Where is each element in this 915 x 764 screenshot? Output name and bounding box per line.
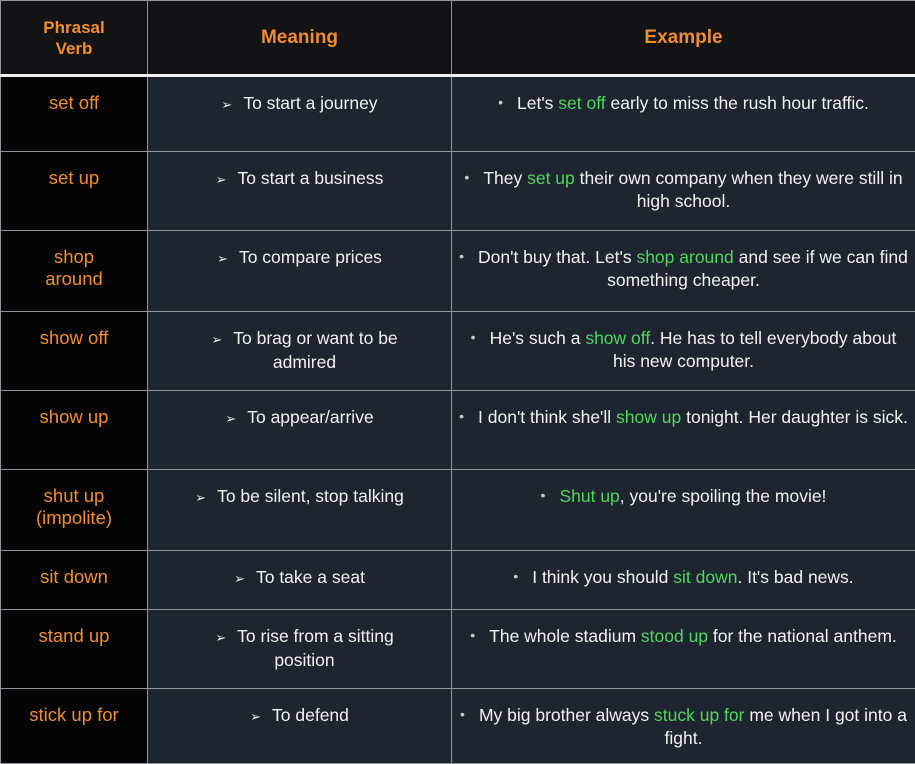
example-cell [452, 312, 915, 391]
example-cell [452, 551, 915, 610]
example-highlight: Shut up [559, 486, 619, 506]
example-cell [452, 231, 915, 312]
bullet-icon: • [460, 706, 465, 722]
header-phrasal-verb-label: Phrasal Verb [34, 17, 114, 59]
verb-cell: set off [1, 76, 148, 152]
bullet-icon: • [541, 487, 546, 503]
arrowhead-icon: ➢ [216, 172, 227, 187]
bullet-icon: • [471, 329, 476, 345]
example-cell [452, 152, 915, 231]
example-highlight: stood up [641, 626, 708, 646]
table-row [1, 391, 915, 470]
bullet-icon: • [498, 94, 503, 110]
example-text-post: . He has to tell everybody about his new computer. [613, 328, 896, 371]
table-row [1, 610, 915, 689]
table-row [1, 312, 915, 391]
example-text-post: for the national anthem. [708, 626, 897, 646]
example-highlight: set up [527, 168, 575, 188]
arrowhead-icon: ➢ [234, 571, 245, 586]
example-text-pre: Let's [517, 93, 558, 113]
header-example: Example [452, 1, 915, 76]
meaning-text: To rise from a sitting position [237, 626, 394, 670]
meaning-text: To be silent, stop talking [217, 486, 404, 506]
meaning-text: To appear/arrive [247, 407, 373, 427]
example-cell [452, 470, 915, 551]
example-highlight: set off [558, 93, 605, 113]
verb-cell: shut up (impolite) [1, 470, 148, 551]
example-text-post: . It's bad news. [737, 567, 853, 587]
example-text-post: tonight. Her daughter is sick. [681, 407, 908, 427]
meaning-cell [148, 391, 452, 470]
example-highlight: show up [616, 407, 681, 427]
example-text-pre: I think you should [532, 567, 673, 587]
verb-cell: sit down [1, 551, 148, 610]
meaning-text: To compare prices [239, 247, 382, 267]
table-row [1, 551, 915, 610]
meaning-cell [148, 76, 452, 152]
table-row [1, 231, 915, 312]
bullet-icon: • [513, 568, 518, 584]
example-text-post: me when I got into a fight. [665, 705, 907, 748]
example-text-post: , you're spoiling the movie! [620, 486, 827, 506]
meaning-text: To start a journey [243, 93, 377, 113]
meaning-cell [148, 231, 452, 312]
verb-cell: set up [1, 152, 148, 231]
bullet-icon: • [464, 169, 469, 185]
header-row [1, 1, 915, 76]
verb-cell: show up [1, 391, 148, 470]
example-text-pre: I don't think she'll [478, 407, 616, 427]
example-text-pre: He's such a [490, 328, 586, 348]
bullet-icon: • [470, 627, 475, 643]
table-row [1, 689, 915, 764]
arrowhead-icon: ➢ [250, 709, 261, 724]
bullet-icon: • [459, 248, 464, 264]
meaning-cell [148, 312, 452, 391]
example-cell [452, 689, 915, 764]
example-cell [452, 391, 915, 470]
meaning-text: To start a business [238, 168, 384, 188]
bullet-icon: • [459, 408, 464, 424]
verb-cell: shop around [1, 231, 148, 312]
example-cell [452, 76, 915, 152]
verb-cell: stand up [1, 610, 148, 689]
example-text-post: early to miss the rush hour traffic. [606, 93, 869, 113]
example-highlight: sit down [673, 567, 737, 587]
meaning-cell [148, 689, 452, 764]
arrowhead-icon: ➢ [217, 251, 228, 266]
meaning-text: To defend [272, 705, 349, 725]
verb-cell: stick up for [1, 689, 148, 764]
example-highlight: stuck up for [654, 705, 744, 725]
arrowhead-icon: ➢ [211, 332, 222, 347]
table-row [1, 152, 915, 231]
arrowhead-icon: ➢ [221, 97, 232, 112]
table-row [1, 470, 915, 551]
example-highlight: shop around [636, 247, 733, 267]
arrowhead-icon: ➢ [195, 490, 206, 505]
meaning-text: To take a seat [256, 567, 365, 587]
example-text-pre: My big brother always [479, 705, 654, 725]
meaning-cell [148, 610, 452, 689]
header-meaning: Meaning [148, 1, 452, 76]
meaning-cell [148, 152, 452, 231]
table-row [1, 76, 915, 152]
example-text-pre: Don't buy that. Let's [478, 247, 636, 267]
verb-cell: show off [1, 312, 148, 391]
arrowhead-icon: ➢ [215, 630, 226, 645]
meaning-cell [148, 551, 452, 610]
arrowhead-icon: ➢ [225, 411, 236, 426]
header-phrasal-verb [1, 1, 148, 76]
meaning-cell [148, 470, 452, 551]
example-text-pre: They [483, 168, 527, 188]
meaning-text: To brag or want to be admired [233, 328, 397, 372]
example-text-pre: The whole stadium [489, 626, 641, 646]
example-text-post: and see if we can find something cheaper. [607, 247, 908, 290]
example-text-post: their own company when they were still in high school. [575, 168, 903, 211]
example-cell [452, 610, 915, 689]
example-highlight: show off [585, 328, 650, 348]
